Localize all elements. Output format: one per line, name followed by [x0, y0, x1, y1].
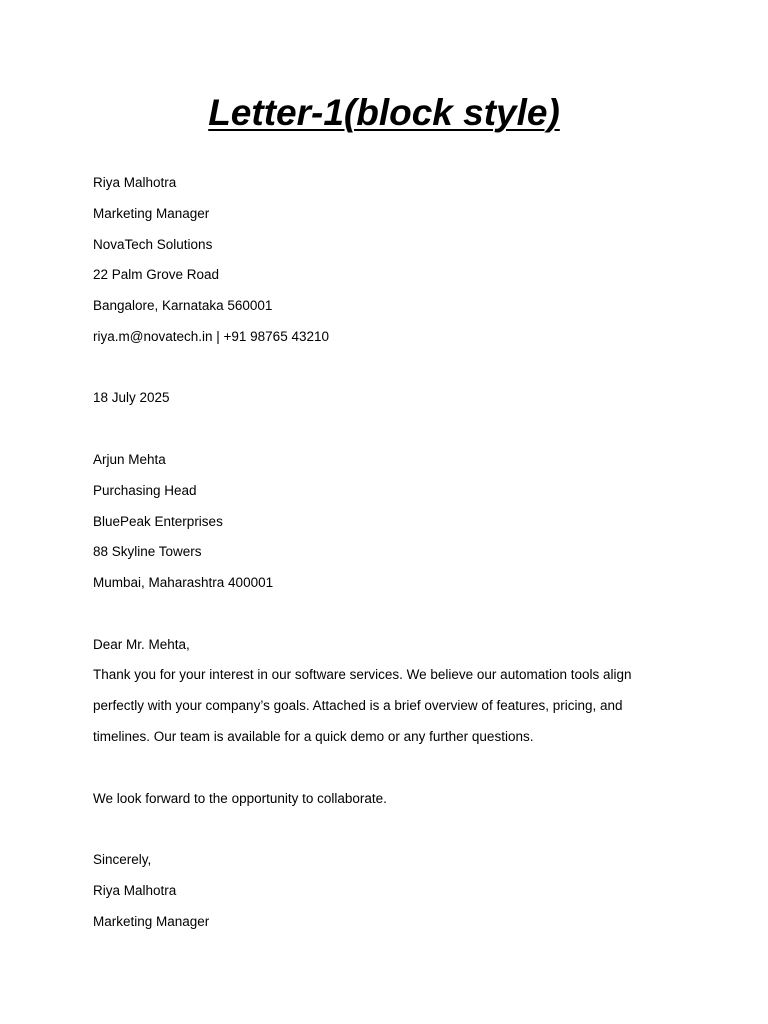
sender-title: Marketing Manager: [93, 206, 210, 221]
body-line-1: Thank you for your interest in our software services. We believe our automation tools align: [93, 667, 632, 682]
letter-date: 18 July 2025: [93, 390, 170, 405]
sender-name: Riya Malhotra: [93, 175, 177, 190]
body-line-2: perfectly with your company’s goals. Attached is a brief overview of features, pricing, and: [93, 698, 623, 713]
signoff-closing: Sincerely,: [93, 852, 152, 867]
sender-city: Bangalore, Karnataka 560001: [93, 298, 273, 313]
recipient-name: Arjun Mehta: [93, 452, 166, 467]
body-line-3: timelines. Our team is available for a quick demo or any further questions.: [93, 729, 534, 744]
signoff-title: Marketing Manager: [93, 914, 210, 929]
recipient-company: BluePeak Enterprises: [93, 514, 223, 529]
salutation: Dear Mr. Mehta,: [93, 637, 190, 652]
sender-street: 22 Palm Grove Road: [93, 267, 220, 282]
page-title: Letter-1(block style): [208, 92, 560, 133]
closing-paragraph: We look forward to the opportunity to collaborate.: [93, 791, 387, 806]
sender-company: NovaTech Solutions: [93, 237, 213, 252]
recipient-city: Mumbai, Maharashtra 400001: [93, 575, 274, 590]
recipient-street: 88 Skyline Towers: [93, 544, 202, 559]
recipient-title: Purchasing Head: [93, 483, 197, 498]
sender-contact: riya.m@novatech.in | +91 98765 43210: [93, 329, 329, 344]
signoff-name: Riya Malhotra: [93, 883, 177, 898]
